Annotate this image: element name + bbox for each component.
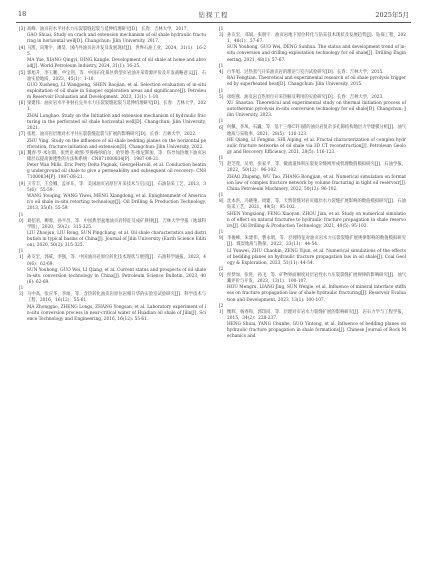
reference-entry	[219, 138, 406, 156]
reference-entry	[219, 45, 406, 63]
reference-entry	[219, 119, 406, 137]
reference-text: 孙友宏，邓斌，张朋宇．油页岩地下原位转化与钻采技术现状及发展趋势[J]．钻探工程，2021，48(1)：57-67．	[227, 33, 406, 45]
reference-entry	[219, 267, 406, 285]
reference-text: WANG Youqing, WANG Yiwei, MENG Xiangdong, et al. Enlightenment of American's oil shale in-situ retorting technology[J]. Oil Drilling & Production Technology, 2013, 35(6): 55-59.	[27, 194, 206, 212]
reference-text: 马凯，向翔宇，潘昊．国内外油页岩开发及发展现状[J]．世界石油工业，2024，31(1)：16-25．	[27, 45, 207, 57]
reference-text: ZHAO Zhipeng, WU Tao, ZHANG Rongjian, et al. Numerical simulation on formation law of complex fracture network by volume fracturing in tight oil reservoir[J]. China Petroleum Machinery, 2022, 50(12): 96-102.	[227, 174, 406, 192]
reference-number: [17]	[219, 156, 224, 168]
reference-entry	[19, 268, 206, 286]
reference-text: 孙友宏，郭威，李强，等．中国油页岩原位转化技术现状与展望[J]．石油科学通报，2023，40(6)：62-69．	[27, 255, 206, 267]
reference-entry	[19, 182, 206, 194]
reference-entry	[19, 139, 206, 151]
reference-text: Peter Wan Mills, Eric Perry Delta Pagnak, GeorgeHarold, et al. Conduction heating underground oil shale to give a permeability and subsequent oil recovery: CN871000834[P]. 1987-08-21.	[27, 163, 206, 181]
reference-number: [19]	[219, 230, 224, 242]
issue-date: 2025年5月	[375, 11, 409, 19]
reference-text: 沈本洪，冯晓艳，周建，等．天然裂缝对岩页储层水力裂缝扩展影响的数值模拟研究[J]．石油钻采工艺，2021，49(5)：95-102．	[227, 199, 406, 211]
reference-entry	[19, 231, 206, 249]
reference-number: [18]	[219, 193, 224, 205]
reference-text: HOU Mengru, LIANG Jing, SUN Wenjie, et al. Influence of mineral interface stiffness on fracture propagation law of shale hydraulic fracturing[J]. Reservoir Evaluation and Development, 2023, 13(1): 100-107.	[227, 285, 406, 303]
reference-entry	[219, 230, 406, 248]
reference-entry	[219, 89, 406, 101]
reference-entry	[19, 27, 206, 33]
reference-entry	[219, 249, 406, 267]
reference-text: 王雪丰，王会娜，孟祥东，等．美国油页岩原位开采技术与启示[J]．石油钻采工艺，2013，35(6)：55-59．	[27, 181, 206, 193]
reference-entry	[19, 151, 206, 163]
reference-text: XU Shaotao. Theoretical and experimental study on thermal initiation process of autothermic pyrolysis in-situ conversion technology for oil shale[D]. Changchun: Jilin University, 2023.	[227, 101, 406, 119]
reference-entry	[219, 193, 406, 211]
reference-number: [4]	[19, 45, 26, 51]
reference-text: 刘招君，柳蓉，孙平昌，等．中国典型盆地油页岩特征及成矿规律[J]．吉林大学学报（地球科学版），2020，50(2)：315-325．	[27, 218, 206, 230]
reference-number: [15]	[219, 88, 224, 100]
reference-text: SUN Youhong, GUO Wei, LI Qiang, et al. Current status and prospects of oil shale in-situ conversion technology in China[J]. Petroleum Science Bulletin, 2023, 40(6): 62-69.	[27, 267, 206, 285]
reference-text: 梁建伟．油页岩水平井射孔完井水力压裂裂缝起裂与延伸机理研究[D]．长春：吉林大学，2021．	[27, 101, 206, 113]
journal-title: 钻探工程	[198, 11, 229, 19]
reference-entry	[19, 194, 206, 212]
reference-text: SUN Youhong, GUO Wei, DENG Sunhua. The status and development trend of in-situ conversion and drilling exploitation technology for oil shale[J]. Drilling Engineering, 2021, 48(1): 57-67.	[227, 45, 406, 63]
reference-entry	[219, 156, 406, 174]
reference-number: [3]	[19, 27, 26, 32]
reference-text: 何佩，李凤，石巍，等．基于三维CT扫描的油页岩复杂多孔隙结构地层力学建模分析[J]．油气地质与采收率，2021，28(5)：116-123．	[227, 125, 406, 137]
reference-text: GAO Shuai. Study on crack and extension mechanism of oil shale hydraulic fracturing in horizontal well[D]. Changchun: Jilin University, 2017.	[27, 33, 206, 45]
reference-entry	[19, 71, 206, 83]
reference-text: 李俊峰，朱建伟，曹永明，等．层理特征对油页岩水力压裂裂缝扩展规律影响的数值模拟研究[J]．煤炭地质与勘探，2022，33(11)：44-54．	[227, 236, 406, 248]
reference-text: MA Zhonggao, ZHENG Longs, ZHANG Yongsan, et al. Laboratory experiment of in-situ conversion process in near-critical water of Huadian oil shale of Jilin[J]. Science Technology and Engineering, 2016, 16(12): 55-61.	[27, 304, 206, 322]
reference-number: [8]	[19, 150, 26, 156]
reference-number: [14]	[219, 63, 224, 75]
reference-entry	[19, 58, 206, 70]
reference-entry	[19, 305, 206, 323]
reference-entry	[19, 83, 206, 101]
reference-entry	[219, 76, 406, 88]
reference-number: [9]	[19, 181, 26, 187]
reference-text: GUO Xusheng, LI Wangpeng, SHEN Baojian, et al. Selection evaluation of in-situ exploitation of oil shale in Sinopec exploration areas and significance[J]. Petroleum Reservoir Evaluation and Development, 2023, 13(1): 1-10.	[27, 82, 206, 100]
reference-text: 郭旭升，李王鹏，申宝剑，等．中国石化探区典型页岩油开采资源评价及开发战略意义[J]．石油实验地质，2023，45(1)：1-10．	[27, 70, 206, 82]
reference-text: ZHAI Longhao. Study on the Initiation and extension mechanism of hydraulic fracturing in the perforated oil shale horizontal well[D]. Changchun: Jilin University, 2021.	[27, 113, 206, 131]
reference-number: [11]	[19, 249, 24, 261]
reference-text: 侯梦如，张进，孙飞，等．矿物界面刚度对层岩性水力压裂裂缝扩展规律的影响研究[J]．油气藏评价与开发，2023，13(1)：100-107．	[227, 273, 406, 285]
reference-column-left	[19, 27, 206, 323]
reference-text: LIU Zhaojun, LIU Rong, SUN Pingchang, et al. Oil shale characteristics and distribution in typical basins of China[J]. Journal of Jilin University (Earth Science Edition), 2020, 50(2): 315-325.	[27, 231, 206, 249]
reference-text: 赵芝莲，吴勇，张家平，等．微流道体积压裂复杂缝网形成机理数值模拟研究[J]．石油学报，2022，50(12)：96-102．	[227, 162, 406, 174]
reference-number: [5]	[19, 70, 26, 76]
reference-entry	[19, 33, 206, 45]
running-header	[16, 8, 411, 23]
reference-entry	[19, 249, 206, 267]
reference-text: 徐绍燕．油页岩自热原位开采热解及利用的实验研究[D]．长春：吉林大学，2023．	[227, 94, 387, 100]
reference-entry	[19, 114, 206, 132]
reference-entry	[219, 322, 406, 340]
reference-number: [16]	[219, 119, 224, 131]
reference-entry	[19, 101, 206, 113]
reference-text: HE Qiang, LI Fengma, SHI Aiping, et al. Fractal characterization of complex hydraulic fracture networks of oil shale via 3D CT reconstruction[J]. Petroleum Geology and Recovery Efficiency, 2021, 28(5): 116-123.	[227, 137, 406, 156]
reference-entry	[19, 163, 206, 181]
reference-text: 高峰．油页岩水平井水力压裂裂缝起裂与延伸机理研究[D]．长春：吉林大学，2017．	[27, 27, 191, 32]
reference-number: [6]	[19, 101, 26, 107]
reference-text: BAI Fengtian. Theoretical and experimental research of oil shale pyrolysis triggered by superheated heat[D]. Changchun: Jilin University, 2015.	[227, 76, 406, 88]
reference-text: 张旭．油页岩层理对水平井压裂裂缝起裂与扩展的影响研究[D]．长春：吉林大学，2022．	[27, 132, 200, 138]
reference-entry	[19, 132, 206, 138]
reference-entry	[19, 286, 206, 304]
reference-text: SHEN Yongxiong, FENG Xiaoyan, ZHOU Jian, et al. Study on numerical simulation of effect on natural fractures to hydraulic fracture propagation in shale reservoirs[J]. Oil Drilling & Production Technology, 2021, 49(5): 95-102.	[227, 211, 406, 229]
reference-text: 衡辉，杨春和，郭印同，等．层理对页岩水力裂缝扩展的影响研究[J]．岩石力学与工程学报，2015，34(2)：228-237．	[227, 309, 406, 321]
reference-entry	[219, 212, 406, 230]
reference-number: [12]	[19, 286, 24, 298]
reference-number: [13]	[219, 27, 224, 39]
reference-number: [10]	[19, 212, 24, 224]
reference-text: ZHU Ying. Study on the influence of oil shale bedding planes on the horizontal perforation, fracture initiation and extension[D]. Changchun: Jilin University, 2022.	[27, 138, 206, 150]
reference-entry	[219, 175, 406, 193]
reference-text: 白华旭．过热蒸气开采油页岩的理论与室内试验研究[D]．长春：吉林大学，2015．	[227, 69, 387, 75]
reference-entry	[219, 101, 406, 119]
reference-entry	[19, 213, 206, 231]
reference-text: 魏春·罗·米尔斯，张贾克·欧图·罗鲁格纳伯尔，哈罗德·杰·维尼斯加，等．伤导加热地下油页岩储层以提高渗透性的方法和系统：CN871000834[P]．1987-08-21．	[27, 150, 206, 162]
reference-entry	[19, 46, 206, 58]
reference-number: [20]	[219, 266, 224, 279]
reference-entry	[219, 285, 406, 303]
reference-text: MA Yue, XIANG Qingyi, DING Kangle. Development of oil shale at home and abroad[J]. World Petroleum Industry, 2024, 31(1): 16-25.	[27, 58, 206, 70]
reference-entry	[219, 64, 406, 76]
page-number: 18	[18, 10, 27, 18]
reference-text: HENG Shuai, YANG Chunhe, GUO Yintong, et al. Influence of bedding planes on hydraulic fracture propagation in shale formations[J]. Chinese Journal of Rock Mechanics and	[227, 322, 406, 340]
reference-entry	[219, 304, 406, 322]
reference-entry	[219, 27, 406, 45]
reference-text: 马中高，张应华，李灿，等．含热转化油页岩原位岩相升华的实验室试验研究[J]．科学技术与工程，2016，16(12)：55-61．	[27, 292, 206, 304]
reference-number: [7]	[19, 132, 26, 138]
reference-number: [21]	[219, 303, 224, 315]
reference-text: LI Yunwei, ZHU Chaobin, ZENG Yijun, et al. Numerical simulations of the effects of bedding planes on hydraulic fracture propagation law in oil shale[J]. Coal Geology & Exploration, 2023, 51(11): 44-54.	[227, 248, 406, 266]
reference-column-right	[219, 27, 406, 341]
